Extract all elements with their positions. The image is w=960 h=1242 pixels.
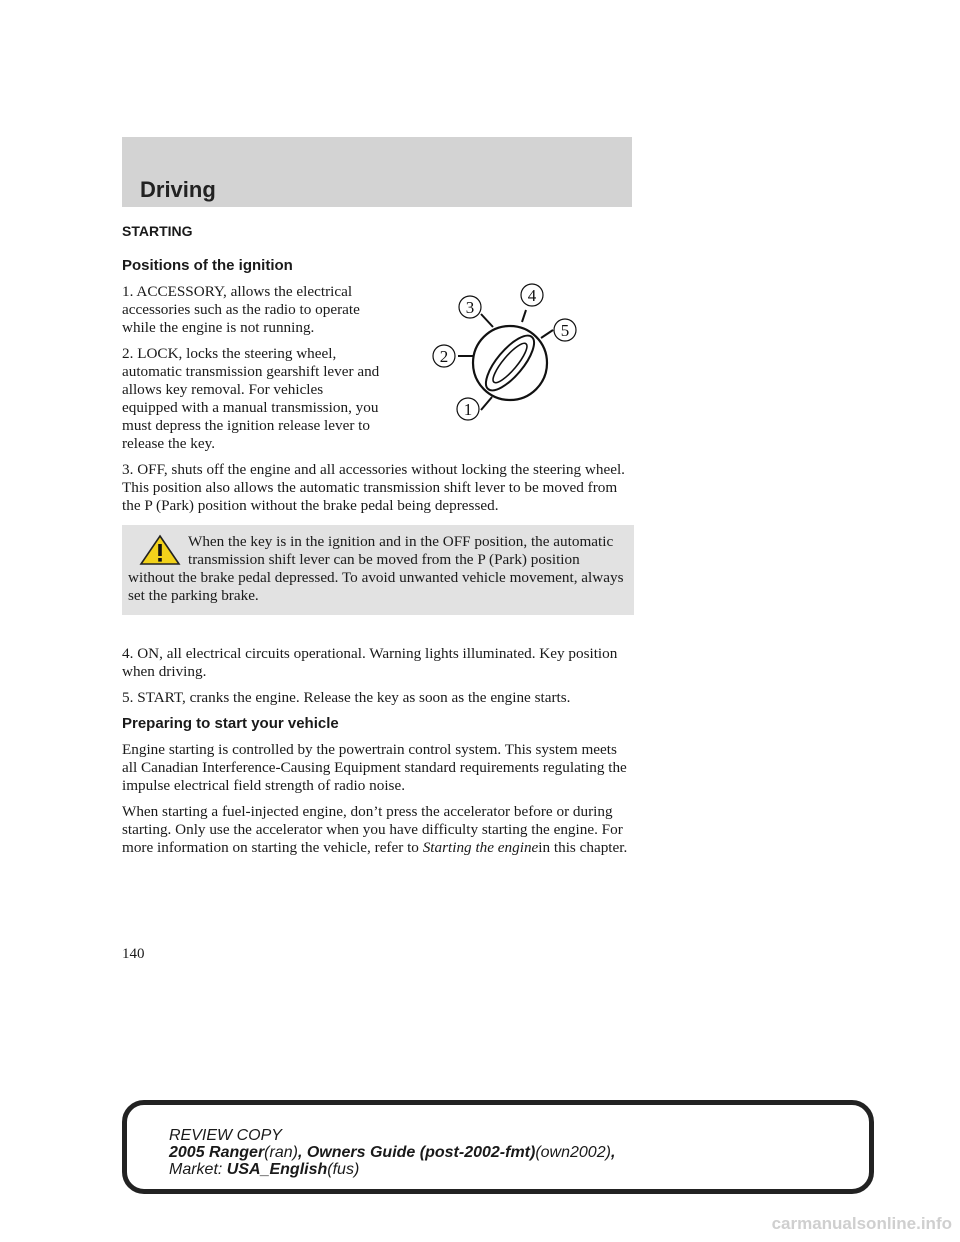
footer-model: 2005 Ranger xyxy=(169,1144,265,1161)
label-position-3: 3 xyxy=(465,298,475,317)
footer-text xyxy=(169,1127,615,1178)
item-on: 4. ON, all electrical circuits operational. Warning lights illuminated. Key position when driving. xyxy=(122,645,618,680)
footer-market: USA_English xyxy=(226,1161,328,1178)
section-title: Driving xyxy=(140,177,216,202)
review-copy-label: REVIEW COPY xyxy=(169,1127,282,1144)
label-position-4: 4 xyxy=(527,286,537,305)
preparing-subheading: Preparing to start your vehicle xyxy=(122,715,339,732)
item-start: 5. START, cranks the engine. Release the key as soon as the engine starts. xyxy=(122,689,571,706)
fuel-injected-tail: in this chapter. xyxy=(538,839,628,856)
footer-model-code: (ran) xyxy=(264,1144,298,1161)
review-footer xyxy=(122,1100,874,1194)
warning-box xyxy=(122,525,634,615)
label-position-1: 1 xyxy=(463,400,473,419)
footer-guide-code: (own2002) xyxy=(535,1144,611,1161)
footer-guide: , Owners Guide (post-2002-fmt) xyxy=(297,1144,536,1161)
item-accessory: 1. ACCESSORY, allows the electrical accessories such as the radio to operate while the engine is not running. xyxy=(122,283,360,336)
section-header xyxy=(122,137,632,207)
footer-market-line xyxy=(169,1161,615,1178)
powertrain-paragraph: Engine starting is controlled by the powertrain control system. This system meets all Canadian Interference-Causing Equipment standard requirements regulating the impulse electrical field strength of radio noise. xyxy=(122,741,627,794)
fuel-injected-text: When starting a fuel-injected engine, don’t press the accelerator before or during starting. Only use the accelerator when you have difficulty starting the engine. For more information on starting the vehicle, refer to xyxy=(122,803,623,856)
main-content xyxy=(122,222,634,865)
page-number: 140 xyxy=(122,946,145,962)
label-position-5: 5 xyxy=(560,321,570,340)
footer-market-label: Market: xyxy=(169,1161,223,1178)
footer-model-line xyxy=(169,1144,615,1161)
label-position-2: 2 xyxy=(439,347,449,366)
ignition-subheading: Positions of the ignition xyxy=(122,257,293,274)
watermark: carmanualsonline.info xyxy=(771,1214,952,1233)
fuel-injected-paragraph xyxy=(122,803,634,857)
starting-heading: STARTING xyxy=(122,223,193,239)
item-lock: 2. LOCK, locks the steering wheel, automatic transmission gearshift lever and allows key removal. For vehicles equipped with a manual transmission, you must depress the ignition release lever to release the key. xyxy=(122,345,380,452)
warning-text: When the key is in the ignition and in the OFF position, the automatic transmission shift lever can be moved from the P (Park) position without the brake pedal depressed. To avoid unwanted vehicle movement, always set the parking brake. xyxy=(128,533,624,604)
footer-market-code: (fus) xyxy=(327,1161,360,1178)
warning-triangle-icon xyxy=(138,533,182,567)
starting-engine-reference: Starting the engine xyxy=(422,839,539,856)
footer-comma: , xyxy=(610,1144,616,1161)
item-off: 3. OFF, shuts off the engine and all accessories without locking the steering wheel. This position also allows the automatic transmission shift lever to be moved from the P (Park) position without the brake pedal being depressed. xyxy=(122,461,625,514)
